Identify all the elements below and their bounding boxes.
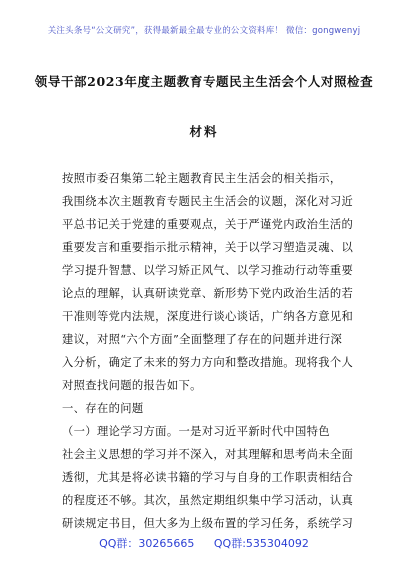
body-line: 入分析，确定了未来的努力方向和整改措施。现将我个人	[62, 356, 354, 369]
body-line: 学习提升智慧、以学习矫正风气、以学习推动行动等重要	[62, 264, 354, 277]
body-line: （一）理论学习方面。一是对习近平新时代中国特色	[62, 425, 330, 438]
body-line: 透彻，尤其是将必读书籍的学习与自身的工作职责相结合	[62, 471, 354, 484]
body-line: 研读规定书目，但大多为上级布置的学习任务，系统学习	[62, 517, 354, 530]
footer-contacts	[0, 535, 408, 551]
body-line: 平总书记关于党建的重要观点，关于严谨党内政治生活的	[62, 218, 354, 231]
footer-qq-group-2: QQ群:535304092	[213, 537, 309, 550]
body-line: 论点的理解，认真研读党章、新形势下党内政治生活的若	[62, 287, 354, 300]
section-heading: 一、存在的问题	[62, 402, 144, 415]
body-line: 对照查找问题的报告如下。	[62, 379, 202, 392]
body-line: 的程度还不够。其次，虽然定期组织集中学习活动，认真	[62, 494, 354, 507]
body-line: 我围绕本次主题教育专题民主生活会的议题，深化对习近	[62, 195, 354, 208]
body-line: 干准则等党内法规，深度进行谈心谈话，广纳各方意见和	[62, 310, 354, 323]
body-line: 重要发言和重要指示批示精神，关于以学习塑造灵魂、以	[62, 241, 354, 254]
footer-qq-group-1: QQ群：30265665	[99, 537, 195, 550]
body-line: 按照市委召集第二轮主题教育民主生活会的相关指示，	[62, 172, 342, 185]
header-banner: 关注头条号“公文研究”，获得最新最全最专业的公文资料库！ 微信：gongwenyj	[47, 26, 361, 36]
document-subtitle: 材料	[189, 124, 219, 139]
body-line: 建议，对照“六个方面”全面整理了存在的问题并进行深	[62, 333, 343, 346]
body-line: 社会主义思想的学习并不深入，对其理解和思考尚未全面	[62, 448, 354, 461]
document-title: 领导干部2023年度主题教育专题民主生活会个人对照检查	[34, 74, 374, 89]
